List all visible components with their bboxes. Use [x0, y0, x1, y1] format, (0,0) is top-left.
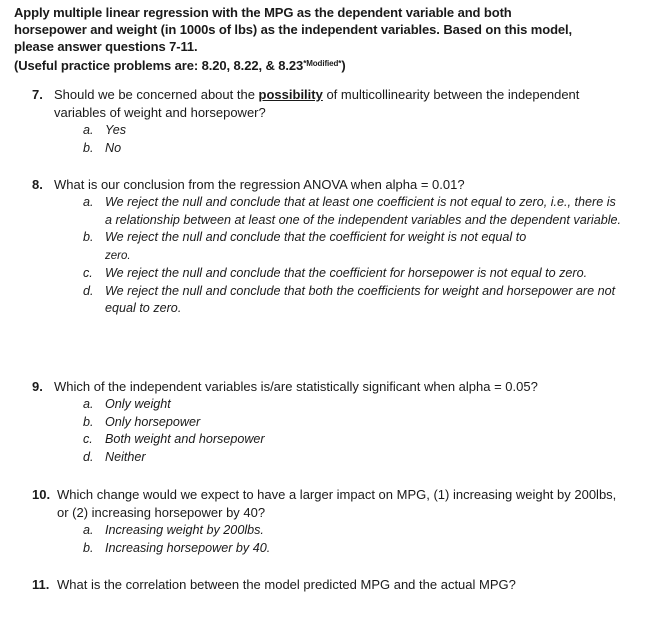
question-number: 8. [32, 177, 43, 192]
question-number: 10. [32, 487, 51, 502]
answer-option[interactable] [83, 449, 623, 467]
question-9 [32, 378, 623, 466]
answer-option[interactable] [83, 414, 623, 432]
option-letter: b. [83, 540, 94, 555]
option-letter: a. [83, 195, 94, 209]
answer-option[interactable] [83, 431, 623, 449]
option-text: Yes [105, 123, 127, 137]
question-text: What is our conclusion from the regression ANOVA when alpha = 0.01? [54, 177, 465, 192]
answer-option[interactable] [83, 229, 623, 265]
option-text-part: zero. [105, 249, 131, 262]
answer-options [83, 194, 623, 318]
practice-problems-line [14, 55, 643, 74]
option-letter: a. [83, 523, 94, 537]
question-11 [32, 576, 623, 594]
answer-option[interactable] [83, 540, 623, 558]
option-letter: d. [83, 449, 94, 464]
closing-paren: ) [341, 58, 346, 73]
question-8 [32, 176, 623, 318]
instructions-line: Apply multiple linear regression with the MPG as the dependent variable and both [14, 5, 512, 20]
option-text: We reject the null and conclude that the coefficient for horsepower is not equal to zero. [105, 266, 588, 280]
question-text-part: Should we be concerned about the [54, 87, 259, 102]
option-letter: b. [83, 140, 94, 155]
question-text: Which change would we expect to have a larger impact on MPG, (1) increasing weight by 200lbs, or (2) increasing horsepower by 40? [57, 487, 617, 520]
option-text: Only horsepower [105, 414, 201, 429]
answer-option[interactable] [83, 140, 623, 158]
instructions-block [14, 4, 643, 74]
instructions-line: please answer questions 7-11. [14, 39, 198, 54]
question-text: What is the correlation between the model predicted MPG and the actual MPG? [57, 577, 516, 592]
practice-problems-text: (Useful practice problems are: 8.20, 8.22, & 8.23 [14, 58, 304, 73]
question-10 [32, 486, 623, 557]
option-text: Neither [105, 449, 146, 464]
option-text: We reject the null and conclude that both the coefficients for weight and horsepower are not equal to zero. [105, 283, 616, 315]
question-number: 7. [32, 87, 43, 102]
answer-option[interactable] [83, 122, 623, 140]
answer-option[interactable] [83, 283, 623, 318]
question-number: 9. [32, 379, 43, 394]
answer-option[interactable] [83, 265, 623, 283]
option-text: Increasing weight by 200lbs. [105, 523, 264, 537]
option-text-part: We reject the null and conclude that the coefficient for weight is not equal to [105, 230, 527, 244]
answer-options [83, 122, 623, 157]
answer-option[interactable] [83, 396, 623, 414]
option-letter: d. [83, 283, 94, 298]
option-letter: c. [83, 266, 93, 280]
option-letter: b. [83, 230, 94, 244]
answer-option[interactable] [83, 194, 623, 229]
option-text: Both weight and horsepower [105, 432, 265, 446]
option-letter: b. [83, 414, 94, 429]
modified-superscript: *Modified* [303, 59, 342, 68]
option-letter: a. [83, 397, 94, 411]
option-letter: a. [83, 123, 94, 137]
emphasized-word: possibility [258, 87, 323, 102]
question-7 [32, 86, 623, 157]
instructions-line: horsepower and weight (in 1000s of lbs) as the independent variables. Based on this model, [14, 22, 573, 37]
option-text: We reject the null and conclude that at least one coefficient is not equal to zero, i.e., there is a relationship between at least one of the independent variables and the dependent variable. [105, 195, 622, 227]
question-text: Which of the independent variables is/are statistically significant when alpha = 0.05? [54, 379, 538, 394]
option-text [105, 229, 623, 265]
question-text-part: of multicollinearity between the independent variables of weight and horsepower? [54, 87, 580, 120]
option-text: No [105, 140, 122, 155]
option-text: Only weight [105, 397, 171, 411]
option-letter: c. [83, 432, 93, 446]
answer-option[interactable] [83, 522, 623, 540]
answer-options [83, 522, 623, 557]
question-text [54, 86, 623, 122]
question-number: 11. [32, 577, 50, 592]
answer-options [83, 396, 623, 466]
option-text: Increasing horsepower by 40. [105, 540, 271, 555]
